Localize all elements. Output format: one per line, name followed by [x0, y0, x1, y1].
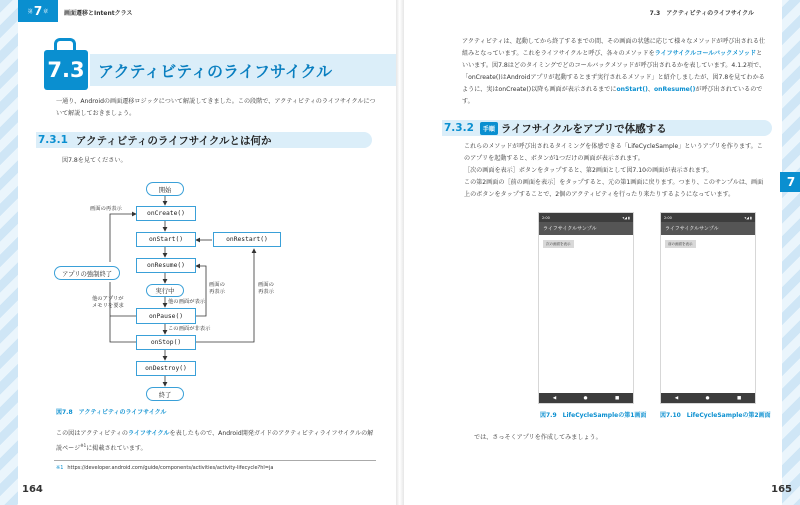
show-next-screen-button[interactable]: 次の画面を表示 [543, 240, 574, 248]
status-icons: ▾◢ ▮ [622, 215, 630, 220]
running-head-left: 画面遷移とIntentクラス [64, 10, 133, 17]
back-screen-paragraph: この第2画面の［前の画面を表示］をタップすると、元の第1画面に戻ります。つまり、このサンプルは、画面上のボタンをタップすることで、2個のアクティビティを行ったり来たりするようになっています。 [464, 179, 764, 198]
node-on-resume: onResume() [136, 258, 196, 273]
chapter-label-post: 章 [43, 8, 49, 15]
footnote-rule [54, 460, 376, 461]
phone-body [539, 235, 633, 393]
right-page [404, 0, 796, 505]
body-text-end: に掲載されています。 [86, 445, 147, 453]
section-title: アクティビティのライフサイクル [98, 61, 333, 81]
phone-screenshot-first [538, 212, 634, 404]
label-other-app-2: メモリを要求 [92, 303, 124, 309]
node-start: 開始 [146, 182, 184, 196]
app-intro-paragraph: これらのメソッドが呼び出されるタイミングを体感できる「LifeCycleSample」というアプリを作ります。このアプリを起動すると、ボタンが1つだけの画面が表示されます。 [464, 143, 763, 162]
node-running: 実行中 [146, 284, 184, 297]
p1-text-c: 、 [647, 86, 654, 93]
node-on-create: onCreate() [136, 206, 196, 221]
subsection-title-2: ライフサイクルをアプリで体感する [500, 122, 667, 135]
home-icon[interactable]: ● [583, 395, 588, 401]
node-on-pause: onPause() [136, 308, 196, 324]
node-on-stop: onStop() [136, 335, 196, 350]
label-redisplay2-2: 再表示 [209, 289, 225, 295]
footnote [56, 465, 273, 471]
label-hidden: この画面が非表示 [168, 326, 211, 332]
back-icon[interactable]: ◀ [552, 395, 557, 401]
node-force-end: アプリの強制終了 [54, 266, 120, 280]
label-redisplay: 画面の再表示 [90, 206, 122, 212]
page-number-left: 164 [22, 484, 43, 495]
status-time: 2:00 [664, 215, 672, 220]
chapter-number: 7 [33, 4, 43, 18]
app-title-bar: ライフサイクルサンプル [539, 222, 633, 235]
next-screen-paragraph: ［次の画面を表示］ボタンをタップすると、第2画面として図7.10の画面が表示されます。 [464, 167, 713, 174]
phone-screenshot-second [660, 212, 756, 404]
nav-bar [539, 393, 633, 403]
home-icon[interactable]: ● [705, 395, 710, 401]
node-end: 終了 [146, 387, 184, 401]
body-text-pre: この図はアクティビティの [56, 430, 128, 437]
lifecycle-explanation [462, 36, 768, 108]
show-previous-screen-button[interactable]: 前の画面を表示 [665, 240, 696, 248]
status-time: 2:00 [542, 215, 550, 220]
on-start-term: onStart() [616, 86, 648, 93]
figure-caption-7-10: 図7.10 LifeCycleSampleの第2画面 [660, 412, 771, 419]
chapter-thumb-tab: 7 [780, 172, 800, 192]
p1-text-d: が呼び出されているのです。 [462, 86, 763, 105]
label-other-screen: 他の画面が表示 [168, 299, 206, 305]
running-section-number: 7.3 [649, 10, 661, 17]
app-title-bar: ライフサイクルサンプル [661, 222, 755, 235]
chapter-label-pre: 第 [27, 8, 33, 15]
subsection-number-2: 7.3.2 [444, 122, 474, 134]
label-redisplay2-1: 画面の [209, 282, 225, 288]
status-bar [661, 213, 755, 222]
status-bar [539, 213, 633, 222]
on-resume-term: onResume() [654, 86, 696, 93]
nav-bar [661, 393, 755, 403]
step-tag: 手順 [480, 122, 498, 135]
lifecycle-term: ライフサイクル [127, 430, 170, 437]
figure-caption-7-9: 図7.9 LifeCycleSampleの第1画面 [540, 412, 647, 419]
see-figure-text: 図7.8を見てください。 [62, 157, 127, 164]
closing-sentence: では、さっそくアプリを作成してみましょう。 [474, 434, 602, 441]
label-other-app-1: 他のアプリが [92, 296, 124, 302]
callback-term: ライフサイクルコールバックメソッド [654, 50, 757, 57]
subsection-title: アクティビティのライフサイクルとは何か [75, 134, 272, 147]
footnote-url[interactable]: https://developer.android.com/guide/components/activities/activity-lifecycle?hl=ja [67, 465, 274, 471]
back-icon[interactable]: ◀ [674, 395, 679, 401]
status-icons: ▾◢ ▮ [744, 215, 752, 220]
intro-paragraph: 一通り、Androidの画面遷移ロジックについて解説してきました。この段階で、アクティビティのライフサイクルについて解説しておきましょう。 [56, 98, 376, 117]
phone-body [661, 235, 755, 393]
running-head-right [650, 8, 754, 17]
body-text-post: を表したもので、Android開発ガイドのアクティビティライフサイクルの解説ページ [56, 430, 374, 453]
p1-text-a: アクティビティは、起動してから終了するまでの間、その画面の状態に応じて様々なメソッドが呼び出される仕組みとなっています。これをライフサイクルと呼び、各々のメソッドを [462, 38, 766, 57]
node-on-restart: onRestart() [213, 232, 281, 247]
section-number: 7.3 [44, 50, 88, 90]
footnote-ref: ※1 [80, 443, 87, 448]
label-redisplay3-1: 画面の [258, 282, 274, 288]
page-number-right: 165 [771, 484, 792, 495]
subsection-number: 7.3.1 [38, 134, 68, 146]
recent-apps-icon[interactable]: ■ [737, 395, 742, 401]
figure-caption-7-8: 図7.8 アクティビティのライフサイクル [56, 409, 167, 416]
left-page [18, 0, 396, 505]
label-redisplay3-2: 再表示 [258, 289, 274, 295]
footnote-mark: ※1 [56, 465, 64, 471]
p1-text-b: といいます。図7.8はどのタイミングでどのコールバックメソッドが呼び出されるかを表しています。4.1.2項で、「onCreate()はAndroidアプリが起動するとまず実行されるメソッド」と紹介しましたが、図7.8を見てわかるように、実はonCreate()以降も画面が表示されるまでに [462, 50, 766, 93]
node-on-destroy: onDestroy() [136, 361, 196, 376]
running-section-title: アクティビティのライフサイクル [666, 10, 754, 17]
subsection-heading-2 [442, 120, 772, 136]
node-on-start: onStart() [136, 232, 196, 247]
body-paragraph [56, 428, 378, 455]
book-spine [396, 0, 404, 505]
recent-apps-icon[interactable]: ■ [615, 395, 620, 401]
